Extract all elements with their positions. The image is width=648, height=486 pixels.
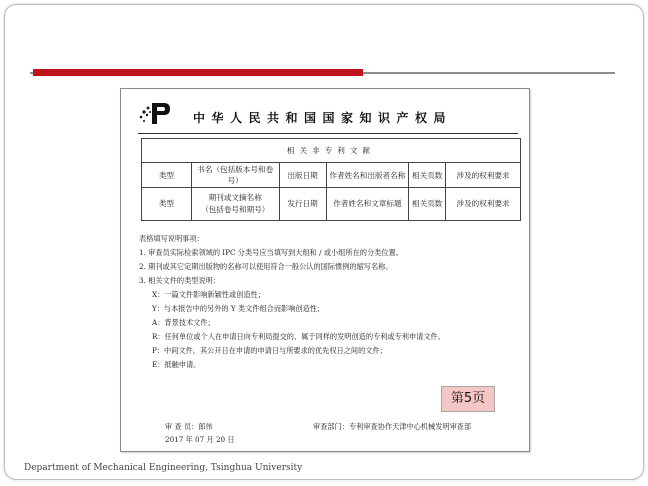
org-name: 中华人民共和国国家知识产权局: [193, 111, 453, 125]
table-cell-main: 期刊或文摘名称: [208, 193, 262, 202]
instructions-heading: 表格填写说明事项：: [139, 234, 204, 243]
non-patent-literature-table: [141, 138, 521, 221]
doc-type-item: Y：与本报告中的另外的 Y 类文件组合而影响创造性；: [152, 304, 325, 313]
doc-type-item: E：抵触申请。: [152, 360, 201, 369]
table-cell: 书名（包括版本号和卷号）: [191, 163, 279, 188]
doc-type-item: P：中间文件，其公开日在申请的申请日与所要求的优先权日之间的文件；: [152, 346, 387, 355]
search-report-document: [120, 88, 530, 452]
table-cell: 发行日期: [279, 188, 326, 221]
examination-department: 审查部门：专利审查协作天津中心机械发明审查部: [313, 422, 472, 431]
doc-type-item: X：一篇文件影响新颖性或创造性；: [152, 290, 265, 299]
table-row: [142, 188, 521, 221]
table-cell: 类型: [142, 163, 192, 188]
table-cell: 作者姓名和文章标题: [326, 188, 409, 221]
doc-type-item: R：任何单位或个人在申请日向专利局提交的、属于同样的发明创造的专利或专利申请文件。: [152, 332, 445, 341]
table-cell: 相关页数: [409, 163, 446, 188]
slide-footer: Department of Mechanical Engineering, Tsinghua University: [24, 463, 303, 473]
instructions-block: [139, 232, 445, 372]
table-cell: 类型: [142, 188, 192, 221]
table-cell: 相关页数: [409, 188, 446, 221]
page-number-badge: 第5页: [441, 386, 495, 412]
header-rule: [138, 133, 518, 134]
table-cell-sub: （包括卷号和期号）: [201, 205, 270, 214]
table-cell: 涉及的权利要求: [446, 163, 521, 188]
table-title-row: [142, 139, 521, 163]
instruction-item: 2. 期刊或其它定期出版物的名称可以使用符合一般公认的国际惯例的缩写名称。: [139, 262, 393, 271]
table-row: [142, 163, 521, 188]
instruction-item: 3. 相关文件的类型说明：: [139, 276, 221, 285]
examination-date: 2017 年 07 月 20 日: [165, 435, 235, 444]
table-cell: 出版日期: [279, 163, 326, 188]
instruction-item: 1. 审查员实际检索领域的 IPC 分类号应当填写到大组和 / 或小组所在的分类位置。: [139, 248, 403, 257]
table-cell: 作者姓名和出版者名称: [326, 163, 409, 188]
cnipa-logo-icon: [138, 100, 172, 126]
doc-type-item: A：背景技术文件；: [152, 318, 215, 327]
title-accent-bar: [33, 69, 363, 76]
table-cell: [191, 188, 279, 221]
table-cell: 涉及的权利要求: [446, 188, 521, 221]
table-title: 相关非专利文献: [142, 139, 521, 163]
examiner-name: 审 查 员：郎伟: [165, 422, 213, 431]
